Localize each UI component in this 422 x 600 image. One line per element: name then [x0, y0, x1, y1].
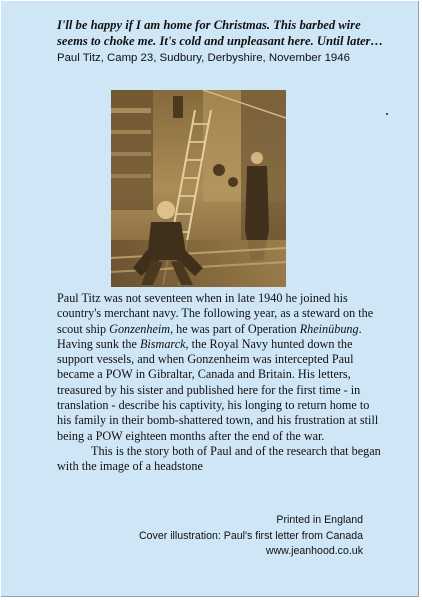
- italic-term: Bismarck,: [139, 336, 189, 351]
- speck: [386, 113, 388, 115]
- book-back-cover: [1, 1, 419, 597]
- quote-attribution: Paul Titz, Camp 23, Sudbury, Derbyshire, November 1946: [57, 52, 350, 64]
- italic-term: Rheinübung: [299, 321, 359, 336]
- text-run: he was part of Operation: [173, 321, 300, 336]
- quote-text: I'll be happy if I am home for Christmas. This barbed wire seems to choke me. It's cold and unpleasant here. Until later…: [57, 18, 384, 48]
- website-url: www.jeanhood.co.uk: [265, 545, 363, 557]
- italic-term: Gonzenheim,: [109, 321, 174, 336]
- printed-in: Printed in England: [276, 514, 363, 526]
- text-run: the Royal Navy hunted down the support vessels, and when Gonzenheim was intercepted Paul became a POW in Gibraltar, Canada and Britain. His letters, treasured by his sister and published here for the first time - in translation - describe his captivity, his longing to return home to his family in their bomb-shattered town, and his frustration at still being a POW eighteen months after the end of the war.: [57, 336, 379, 443]
- blurb-paragraph-1: [57, 291, 383, 444]
- text-run: . Having sunk the: [57, 321, 362, 351]
- blurb-text: [57, 291, 383, 475]
- photo-illustration: [111, 90, 286, 287]
- blurb-paragraph-2: This is the story both of Paul and of the research that began with the image of a headstone: [57, 443, 381, 474]
- publication-info: [139, 513, 363, 560]
- cover-illustration-credit: Cover illustration: Paul's first letter from Canada: [139, 529, 363, 542]
- sepia-photograph: [111, 90, 286, 287]
- text-run: Paul Titz was not seventeen when in late 1940 he joined his country's merchant navy. The following year, as a steward on the scout ship: [57, 291, 374, 336]
- epigraph-quote: [57, 17, 387, 66]
